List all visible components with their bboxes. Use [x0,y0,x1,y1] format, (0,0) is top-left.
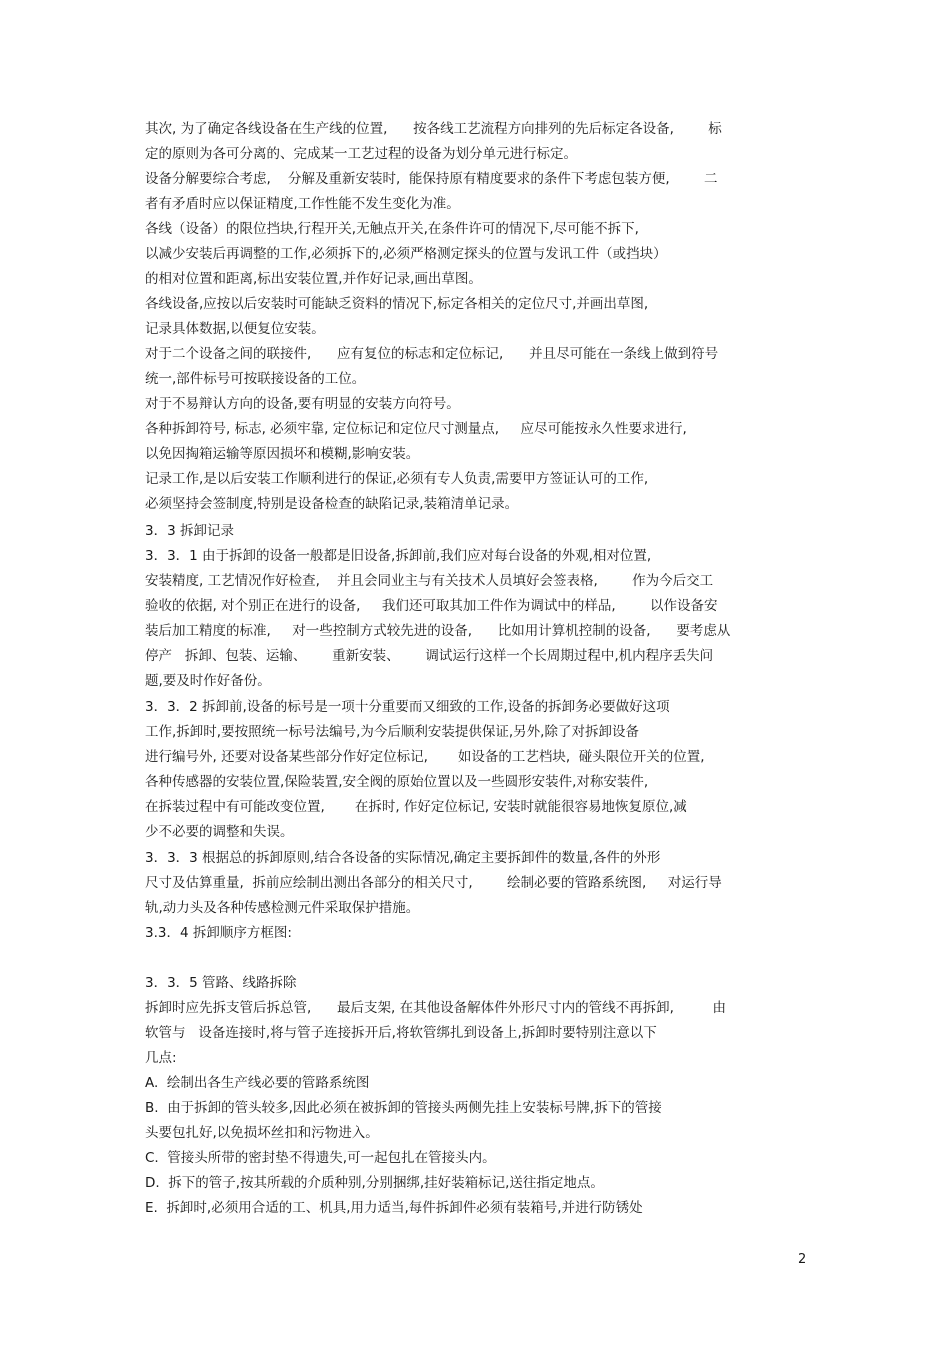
text-line: 对于二个设备之间的联接件, 应有复位的标志和定位标记, 并且尽可能在一条线上做到符号 [145,346,719,362]
text-line: 记录工作,是以后安装工作顺利进行的保证,必须有专人负责,需要甲方签证认可的工作, [145,471,649,487]
list-item: A. 绘制出各生产线必要的管路系统图 [145,1075,370,1091]
text-line: 3．3．2 拆卸前,设备的标号是一项十分重要而又细致的工作,设备的拆卸务必要做好这项 [145,699,670,715]
text-line: 3．3．3 根据总的拆卸原则,结合各设备的实际情况,确定主要拆卸件的数量,各件的外形 [145,850,661,866]
text-line: 记录具体数据,以便复位安装。 [145,321,325,337]
text-line: 进行编号外, 还要对设备某些部分作好定位标记, 如设备的工艺档块, 碰头限位开关的位置, [145,749,705,765]
text-line: 装后加工精度的标准, 对一些控制方式较先进的设备, 比如用计算机控制的设备, 要考虑从 [145,623,731,639]
section-heading: 3．3．5 管路、线路拆除 [145,975,297,991]
text-line: 题,要及时作好备份。 [145,673,271,689]
text-line: 在拆装过程中有可能改变位置, 在拆时, 作好定位标记, 安装时就能很容易地恢复原位,减 [145,799,687,815]
list-item: D. 拆下的管子,按其所载的介质种别,分别捆绑,挂好装箱标记,送往指定地点。 [145,1175,604,1191]
text-line: 工作,拆卸时,要按照统一标号法编号,为今后顺利安装提供保证,另外,除了对拆卸设备 [145,724,639,740]
text-line: 各种拆卸符号, 标志, 必须牢靠, 定位标记和定位尺寸测量点, 应尽可能按永久性要求进行, [145,421,687,437]
page-number: 2 [798,1252,807,1267]
text-line: 以减少安装后再调整的工作,必须拆下的,必须严格测定探头的位置与发讯工件（或挡块） [145,246,667,262]
text-line: 安装精度, 工艺情况作好检查, 并且会同业主与有关技术人员填好会签表格, 作为今后交工 [145,573,714,589]
text-line: 各线（设备）的限位挡块,行程开关,无触点开关,在条件许可的情况下,尽可能不拆下, [145,221,639,237]
text-line: 各种传感器的安装位置,保险装置,安全阀的原始位置以及一些圆形安装件,对称安装件, [145,774,649,790]
text-line: 必须坚持会签制度,特别是设备检查的缺陷记录,装箱清单记录。 [145,496,519,512]
list-item: B. 由于拆卸的管头较多,因此必须在被拆卸的管接头两侧先挂上安装标号牌,拆下的管接 [145,1100,662,1116]
text-line: 统一,部件标号可按联接设备的工位。 [145,371,366,387]
list-item: E. 拆卸时,必须用合适的工、机具,用力适当,每件拆卸件必须有装箱号,并进行防锈处 [145,1200,643,1216]
text-line: 轨,动力头及各种传感检测元件采取保护措施。 [145,900,420,916]
text-line: 者有矛盾时应以保证精度,工作性能不发生变化为准。 [145,196,460,212]
text-line: 验收的依据, 对个别正在进行的设备, 我们还可取其加工件作为调试中的样品, 以作设备安 [145,598,718,614]
text-line: 3.3．4 拆卸顺序方框图: [145,925,292,941]
list-item: C. 管接头所带的密封垫不得遗失,可一起包扎在管接头内。 [145,1150,496,1166]
text-line: 各线设备,应按以后安装时可能缺乏资料的情况下,标定各相关的定位尺寸,并画出草图, [145,296,649,312]
text-line: 对于不易辩认方向的设备,要有明显的安装方向符号。 [145,396,460,412]
text-line: 头要包扎好,以免损坏丝扣和污物进入。 [145,1125,379,1141]
text-line: 少不必要的调整和失误。 [145,824,294,840]
text-line: 几点: [145,1050,177,1066]
text-line: 定的原则为各可分离的、完成某一工艺过程的设备为划分单元进行标定。 [145,146,577,162]
text-line: 3．3．1 由于拆卸的设备一般都是旧设备,拆卸前,我们应对每台设备的外观,相对位置, [145,548,652,564]
text-line: 软管与 设备连接时,将与管子连接拆开后,将软管绑扎到设备上,拆卸时要特别注意以下 [145,1025,657,1041]
text-line: 的相对位置和距离,标出安装位置,并作好记录,画出草图。 [145,271,482,287]
text-line: 设备分解要综合考虑, 分解及重新安装时, 能保持原有精度要求的条件下考虑包装方便, 二 [145,171,718,187]
text-line: 以免因掏箱运输等原因损坏和模糊,影响安装。 [145,446,420,462]
text-line: 其次, 为了确定各线设备在生产线的位置, 按各线工艺流程方向排列的先后标定各设备, 标 [145,121,722,137]
text-line: 拆卸时应先拆支管后拆总管, 最后支架, 在其他设备解体件外形尺寸内的管线不再拆卸, 由 [145,1000,727,1016]
text-line: 尺寸及估算重量, 拆前应绘制出测出各部分的相关尺寸, 绘制必要的管路系统图, 对运行导 [145,875,722,891]
text-line: 停产 拆卸、包装、运输、 重新安装、 调试运行这样一个长周期过程中,机内程序丢失问 [145,648,714,664]
section-heading: 3．3 拆卸记录 [145,523,234,539]
